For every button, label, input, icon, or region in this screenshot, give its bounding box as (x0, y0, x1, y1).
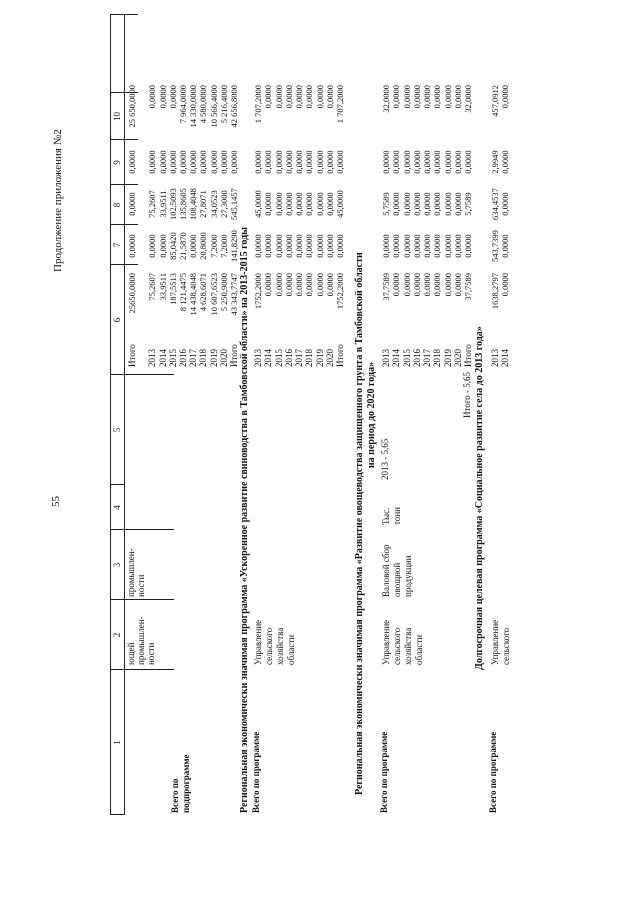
program-veg-col8: 5,7589 0,0000 0,0000 0,0000 0,0000 0,0000 0,0000 0,0000 5,7589 (381, 192, 474, 216)
program-pig-col6: 1752,2000 0,0000 0,0000 0,0000 0,0000 0,0000 0,0000 0,0000 1752,2000 (253, 273, 346, 310)
table-right-border (110, 14, 138, 15)
program-rural-col9: 2,9949 0,0000 (490, 150, 511, 174)
program-pig-label: Всего по программе (251, 731, 261, 813)
subprogram-col7: 0,0000 0,0000 0,0000 85,0420 21,5870 0,0000 20,8000 7,2000 7,2000 141,8290 (127, 230, 240, 262)
header-col-8: 8 (112, 202, 122, 208)
program-rural-org: Управление сельского (490, 619, 511, 665)
table-top-border (110, 15, 111, 815)
program-rural-years: 2013 2014 (490, 349, 511, 367)
program-veg-col6: 37,7589 0,0000 0,0000 0,0000 0,0000 0,0000 0,0000 0,0000 37,7589 (381, 273, 474, 301)
program-pig-org: Управление сельского хозяйства области (253, 619, 296, 665)
col3-continued-text: промышлен- ности (126, 548, 146, 597)
program-rural-col10: 457,0912 0,0000 (490, 85, 511, 117)
program-veg-title-line2: на период до 2020 года» (366, 361, 377, 469)
program-veg-col10: 32,0000 0,0000 0,0000 0,0000 0,0000 0,0000 0,0000 0,0000 32,0000 (381, 85, 474, 113)
header-col-2: 2 (112, 632, 122, 638)
subprogram-total-label: Всего по подпрограмме (170, 754, 191, 813)
continuation-note: Продолжение приложения №2 (52, 129, 64, 272)
header-col-3: 3 (112, 562, 122, 568)
subprogram-years: Итого 2013 2014 2015 2016 2017 2018 2019 2020 Итого (127, 344, 240, 367)
program-rural-col6: 1638,2797 0,0000 (490, 273, 511, 310)
header-col-9: 9 (112, 160, 122, 165)
subprogram-col9: 0,0000 0,0000 0,0000 0,0000 0,0000 0,0000 0,0000 0,0000 0,0000 0,0000 (127, 150, 240, 174)
header-col-6: 6 (112, 317, 122, 323)
program-rural-col7: 543,7399 0,0000 (490, 230, 511, 262)
program-veg-total-target: Итого - 5,65 (462, 371, 472, 418)
program-pig-years: 2013 2014 2015 2016 2017 2018 2019 2020 Итого (253, 344, 346, 367)
header-col-4: 4 (112, 505, 122, 510)
col-divider (110, 484, 124, 485)
table-header-bottom-border (124, 15, 125, 815)
program-rural-label: Всего по программе (488, 731, 498, 813)
program-veg-label: Всего по программе (379, 731, 389, 813)
program-pig-col8: 45,0000 0,0000 0,0000 0,0000 0,0000 0,0000 0,0000 0,0000 45,0000 (253, 190, 346, 218)
program-pig-col9: 0,0000 0,0000 0,0000 0,0000 0,0000 0,0000 0,0000 0,0000 0,0000 (253, 150, 346, 174)
program-rural-title: Долгосрочная целевая программа «Социальное развитие села до 2013 года» (474, 326, 485, 670)
header-col-5: 5 (112, 427, 122, 433)
program-veg-col9: 0,0000 0,0000 0,0000 0,0000 0,0000 0,0000 0,0000 0,0000 0,0000 (381, 150, 474, 174)
program-pig-col7: 0,0000 0,0000 0,0000 0,0000 0,0000 0,0000 0,0000 0,0000 0,0000 (253, 234, 346, 258)
subprogram-col10: 25 650,0000 0,0000 0,0000 0,0000 7 964,0000 14 330,0000 4 580,0000 10 566,4000 5 216,4000 42 656,8000 (127, 85, 240, 128)
subprogram-col8: 0,0000 75,2607 33,9511 102,5093 135,8605 108,4048 27,8071 34,0523 27,3000 545,1457 (127, 188, 240, 220)
page-number: 55 (50, 496, 62, 507)
header-col-7: 7 (112, 242, 122, 248)
program-veg-title-line1: Региональная экономически значимая программа «Развитие овощеводства защищенного грунта в Тамбовской области (354, 252, 365, 795)
program-veg-years: 2013 2014 2015 2016 2017 2018 2019 2020 Итого (381, 344, 474, 367)
header-col-1: 1 (112, 740, 122, 745)
header-col-10: 10 (112, 112, 122, 121)
program-rural-col8: 634,4537 0,0000 (490, 188, 511, 220)
program-pig-col10: 1 707,2000 0,0000 0,0000 0,0000 0,0000 0,0000 0,0000 0,0000 1 707,2000 (253, 85, 346, 124)
program-veg-col7: 0,0000 0,0000 0,0000 0,0000 0,0000 0,0000 0,0000 0,0000 0,0000 (381, 234, 474, 258)
program-veg-indicator: Валовой сбор овощной продукции (381, 544, 413, 597)
subprogram-col6: 25650,0000 75,2607 33,9511 187,5513 8 121,4475 14 438,4048 4 628,6071 10 607,6523 5 250,9000 43 343,7747 (127, 273, 240, 316)
program-veg-org: Управление сельского хозяйства области (381, 619, 424, 665)
program-pig-title: Региональная экономически значимая программа «Ускоренное развитие свиноводства в Тамбовской области» на 2013-2015 годы (239, 227, 250, 813)
program-veg-target: 2013 - 5,65 (380, 438, 390, 480)
program-veg-unit: Тыс. тонн (381, 507, 402, 525)
col2-continued-text: ющей промышлен- ности (126, 616, 156, 665)
